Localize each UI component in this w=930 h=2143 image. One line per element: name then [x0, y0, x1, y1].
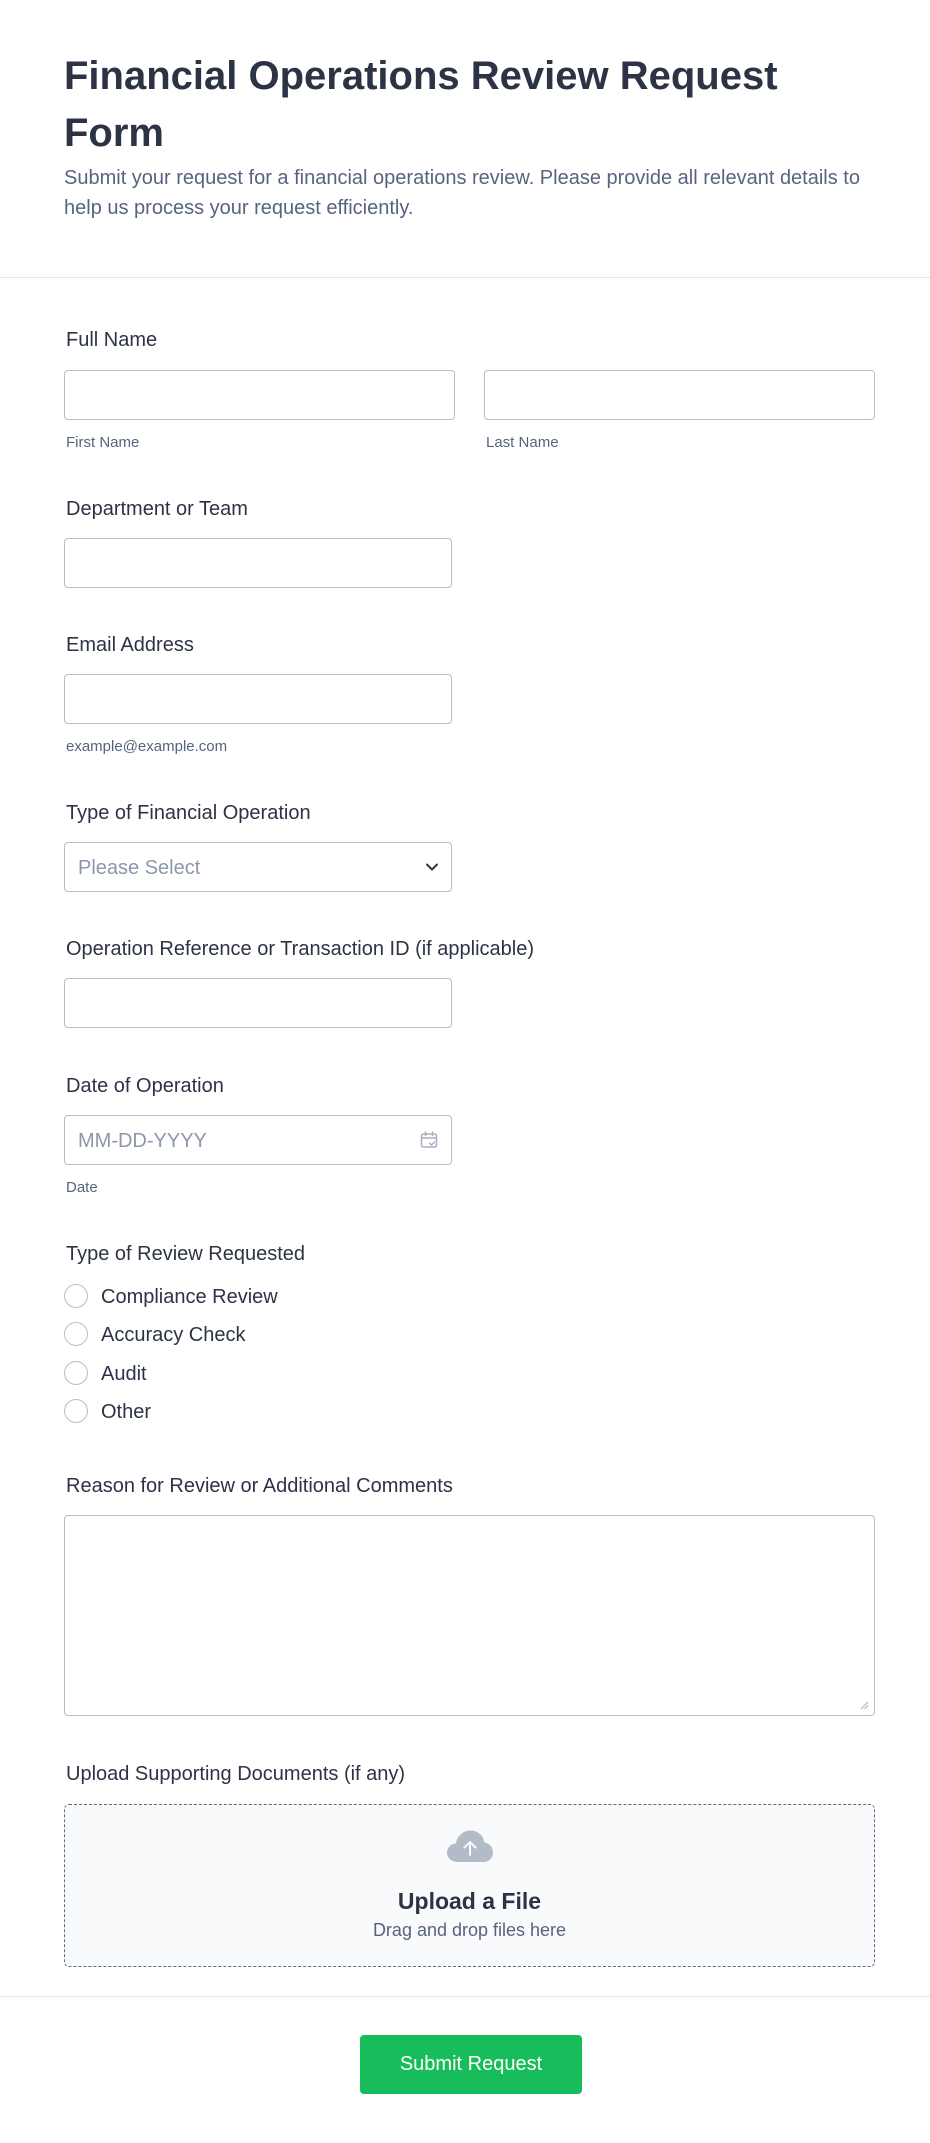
resize-handle-icon[interactable]	[859, 1700, 869, 1710]
radio-label: Accuracy Check	[101, 1324, 246, 1346]
date-input[interactable]	[64, 1115, 452, 1165]
email-input[interactable]	[64, 674, 452, 724]
date-sublabel: Date	[66, 1179, 98, 1196]
upload-title: Upload a File	[397, 1888, 542, 1914]
date-label: Date of Operation	[66, 1075, 224, 1097]
comments-textarea[interactable]	[64, 1515, 875, 1716]
radio-button[interactable]	[64, 1284, 88, 1308]
calendar-icon[interactable]	[419, 1130, 439, 1150]
radio-label: Other	[101, 1401, 152, 1423]
last-name-sublabel: Last Name	[486, 434, 559, 451]
first-name-input[interactable]	[64, 370, 455, 420]
operation-type-select[interactable]	[64, 842, 452, 892]
email-label: Email Address	[66, 634, 194, 656]
comments-label: Reason for Review or Additional Comments	[66, 1475, 453, 1497]
chevron-down-icon	[423, 858, 441, 876]
date-placeholder: MM-DD-YYYY	[78, 1130, 207, 1152]
footer-divider	[0, 1996, 930, 1997]
review-type-label: Type of Review Requested	[66, 1243, 306, 1265]
operation-type-label: Type of Financial Operation	[66, 802, 311, 824]
form-header	[0, 0, 930, 278]
last-name-input[interactable]	[484, 370, 875, 420]
department-input[interactable]	[64, 538, 452, 588]
department-label: Department or Team	[66, 498, 248, 520]
radio-button[interactable]	[64, 1361, 88, 1385]
cloud-upload-icon	[446, 1829, 494, 1863]
file-upload-dropzone[interactable]	[64, 1804, 875, 1967]
upload-label: Upload Supporting Documents (if any)	[66, 1763, 406, 1785]
page-title: Financial Operations Review Request Form	[64, 54, 778, 155]
radio-label: Audit	[101, 1363, 147, 1385]
upload-subtitle: Drag and drop files here	[372, 1920, 567, 1940]
email-sublabel: example@example.com	[66, 738, 228, 755]
reference-input[interactable]	[64, 978, 452, 1028]
full-name-label: Full Name	[66, 329, 158, 351]
submit-button[interactable]: Submit Request	[360, 2035, 582, 2094]
page-subtitle: Submit your request for a financial operations review. Please provide all relevant details to help us process your request efficiently.	[64, 167, 860, 219]
first-name-sublabel: First Name	[66, 434, 140, 451]
radio-button[interactable]	[64, 1399, 88, 1423]
radio-button[interactable]	[64, 1322, 88, 1346]
radio-label: Compliance Review	[101, 1286, 278, 1308]
operation-type-placeholder: Please Select	[78, 857, 201, 879]
reference-label: Operation Reference or Transaction ID (if applicable)	[66, 938, 535, 960]
